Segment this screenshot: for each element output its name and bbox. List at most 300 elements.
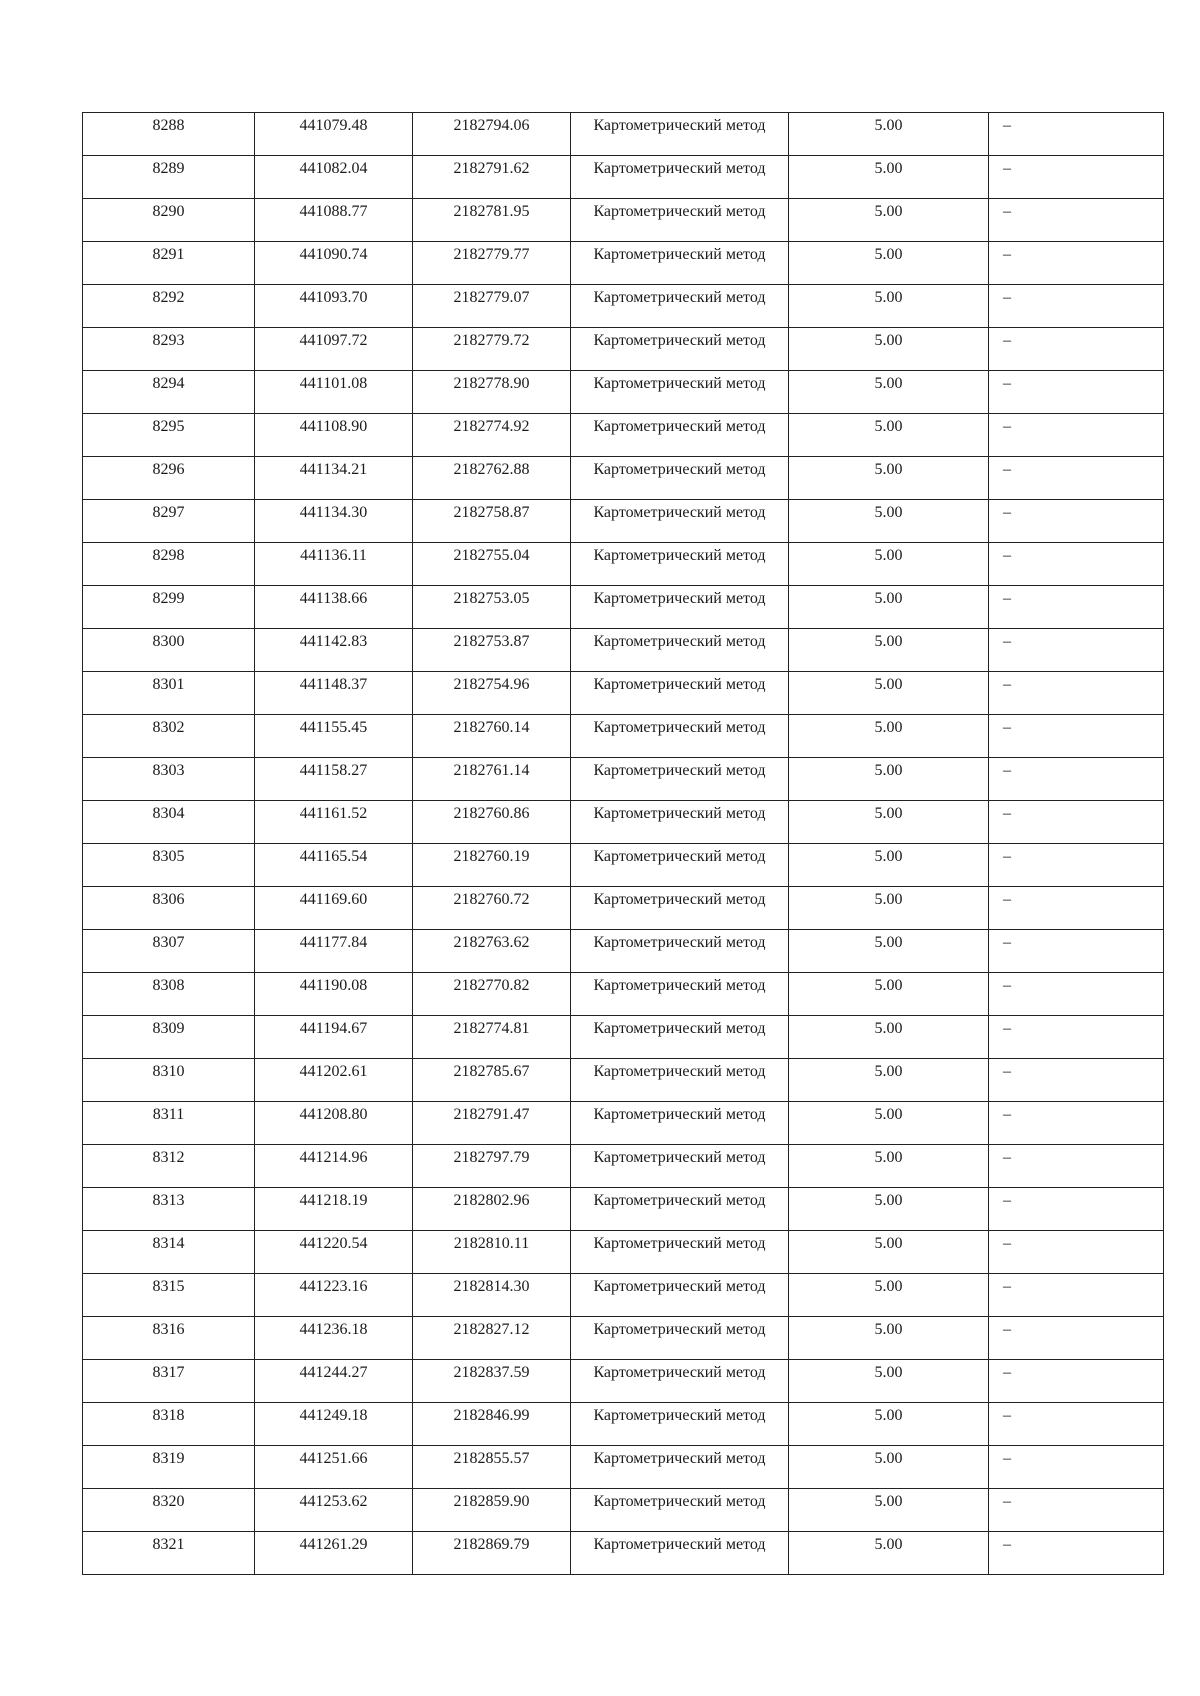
- note-cell: [989, 629, 1164, 672]
- x-coordinate-cell-text: 441249.18: [299, 1407, 368, 1424]
- point-number-cell: [83, 371, 255, 414]
- point-number-cell-text: 8297: [152, 504, 185, 521]
- accuracy-cell-text: 5.00: [874, 1235, 903, 1252]
- point-number-cell: [83, 1403, 255, 1446]
- x-coordinate-cell-text: 441165.54: [299, 848, 368, 865]
- x-coordinate-cell: [255, 199, 413, 242]
- x-coordinate-cell-text: 441220.54: [299, 1235, 368, 1252]
- table-row: [83, 801, 1164, 844]
- method-cell: [571, 1145, 789, 1188]
- note-cell: [989, 1102, 1164, 1145]
- point-number-cell: [83, 801, 255, 844]
- accuracy-cell-text: 5.00: [874, 1450, 903, 1467]
- table-row: [83, 629, 1164, 672]
- table-row: [83, 1188, 1164, 1231]
- point-number-cell-text: 8308: [152, 977, 185, 994]
- y-coordinate-cell-text: 2182778.90: [453, 375, 530, 392]
- accuracy-cell-text: 5.00: [874, 1020, 903, 1037]
- y-coordinate-cell-text: 2182774.92: [453, 418, 530, 435]
- note-cell-text: –: [1003, 289, 1011, 306]
- note-cell: [989, 328, 1164, 371]
- table-row: [83, 199, 1164, 242]
- point-number-cell-text: 8293: [152, 332, 185, 349]
- method-cell-text: Картометрический метод: [593, 1106, 766, 1123]
- note-cell-text: –: [1003, 1278, 1011, 1295]
- table-row: [83, 1446, 1164, 1489]
- point-number-cell-text: 8314: [152, 1235, 185, 1252]
- y-coordinate-cell-text: 2182779.72: [453, 332, 530, 349]
- point-number-cell: [83, 1360, 255, 1403]
- method-cell-text: Картометрический метод: [593, 805, 766, 822]
- point-number-cell-text: 8289: [152, 160, 185, 177]
- y-coordinate-cell: [413, 1059, 571, 1102]
- accuracy-cell: [789, 328, 989, 371]
- table-row: [83, 1403, 1164, 1446]
- accuracy-cell-text: 5.00: [874, 547, 903, 564]
- note-cell: [989, 758, 1164, 801]
- y-coordinate-cell: [413, 1102, 571, 1145]
- point-number-cell: [83, 1274, 255, 1317]
- method-cell: [571, 973, 789, 1016]
- accuracy-cell: [789, 1102, 989, 1145]
- point-number-cell-text: 8302: [152, 719, 185, 736]
- point-number-cell: [83, 1532, 255, 1575]
- note-cell-text: –: [1003, 1407, 1011, 1424]
- note-cell-text: –: [1003, 547, 1011, 564]
- point-number-cell-text: 8301: [152, 676, 185, 693]
- accuracy-cell: [789, 1274, 989, 1317]
- note-cell-text: –: [1003, 762, 1011, 779]
- x-coordinate-cell-text: 441090.74: [299, 246, 368, 263]
- method-cell: [571, 629, 789, 672]
- y-coordinate-cell: [413, 199, 571, 242]
- note-cell-text: –: [1003, 418, 1011, 435]
- note-cell-text: –: [1003, 203, 1011, 220]
- y-coordinate-cell: [413, 1231, 571, 1274]
- point-number-cell-text: 8313: [152, 1192, 185, 1209]
- y-coordinate-cell-text: 2182761.14: [453, 762, 530, 779]
- method-cell-text: Картометрический метод: [593, 719, 766, 736]
- x-coordinate-cell: [255, 672, 413, 715]
- table-row: [83, 1532, 1164, 1575]
- method-cell: [571, 930, 789, 973]
- accuracy-cell-text: 5.00: [874, 676, 903, 693]
- accuracy-cell: [789, 1317, 989, 1360]
- method-cell: [571, 242, 789, 285]
- x-coordinate-cell-text: 441101.08: [299, 375, 368, 392]
- y-coordinate-cell-text: 2182802.96: [453, 1192, 530, 1209]
- x-coordinate-cell-text: 441097.72: [299, 332, 368, 349]
- y-coordinate-cell: [413, 629, 571, 672]
- y-coordinate-cell-text: 2182785.67: [453, 1063, 530, 1080]
- accuracy-cell-text: 5.00: [874, 719, 903, 736]
- note-cell: [989, 113, 1164, 156]
- method-cell: [571, 715, 789, 758]
- point-number-cell: [83, 1102, 255, 1145]
- note-cell-text: –: [1003, 633, 1011, 650]
- method-cell: [571, 328, 789, 371]
- accuracy-cell: [789, 371, 989, 414]
- point-number-cell: [83, 1231, 255, 1274]
- y-coordinate-cell: [413, 1188, 571, 1231]
- method-cell: [571, 1317, 789, 1360]
- table-row: [83, 414, 1164, 457]
- x-coordinate-cell-text: 441194.67: [299, 1020, 368, 1037]
- accuracy-cell-text: 5.00: [874, 246, 903, 263]
- x-coordinate-cell-text: 441244.27: [299, 1364, 368, 1381]
- x-coordinate-cell: [255, 1016, 413, 1059]
- point-number-cell-text: 8298: [152, 547, 185, 564]
- method-cell: [571, 801, 789, 844]
- y-coordinate-cell-text: 2182855.57: [453, 1450, 530, 1467]
- method-cell: [571, 1274, 789, 1317]
- x-coordinate-cell: [255, 1102, 413, 1145]
- point-number-cell-text: 8310: [152, 1063, 185, 1080]
- accuracy-cell-text: 5.00: [874, 1493, 903, 1510]
- accuracy-cell: [789, 586, 989, 629]
- y-coordinate-cell: [413, 1446, 571, 1489]
- point-number-cell: [83, 844, 255, 887]
- method-cell-text: Картометрический метод: [593, 289, 766, 306]
- accuracy-cell-text: 5.00: [874, 977, 903, 994]
- point-number-cell: [83, 1489, 255, 1532]
- y-coordinate-cell-text: 2182755.04: [453, 547, 530, 564]
- accuracy-cell-text: 5.00: [874, 332, 903, 349]
- note-cell: [989, 1317, 1164, 1360]
- accuracy-cell: [789, 672, 989, 715]
- accuracy-cell: [789, 242, 989, 285]
- point-number-cell: [83, 199, 255, 242]
- table-row: [83, 930, 1164, 973]
- accuracy-cell-text: 5.00: [874, 934, 903, 951]
- method-cell-text: Картометрический метод: [593, 1149, 766, 1166]
- point-number-cell-text: 8318: [152, 1407, 185, 1424]
- note-cell-text: –: [1003, 1536, 1011, 1553]
- y-coordinate-cell: [413, 1145, 571, 1188]
- note-cell-text: –: [1003, 461, 1011, 478]
- note-cell: [989, 1446, 1164, 1489]
- y-coordinate-cell: [413, 1403, 571, 1446]
- x-coordinate-cell-text: 441208.80: [299, 1106, 368, 1123]
- x-coordinate-cell: [255, 1317, 413, 1360]
- accuracy-cell-text: 5.00: [874, 891, 903, 908]
- table-row: [83, 371, 1164, 414]
- note-cell-text: –: [1003, 1192, 1011, 1209]
- y-coordinate-cell-text: 2182763.62: [453, 934, 530, 951]
- y-coordinate-cell: [413, 1274, 571, 1317]
- point-number-cell-text: 8320: [152, 1493, 185, 1510]
- method-cell-text: Картометрический метод: [593, 1450, 766, 1467]
- table-row: [83, 758, 1164, 801]
- x-coordinate-cell-text: 441093.70: [299, 289, 368, 306]
- point-number-cell: [83, 715, 255, 758]
- note-cell: [989, 414, 1164, 457]
- accuracy-cell: [789, 500, 989, 543]
- method-cell: [571, 371, 789, 414]
- note-cell: [989, 844, 1164, 887]
- table-row: [83, 543, 1164, 586]
- method-cell-text: Картометрический метод: [593, 117, 766, 134]
- x-coordinate-cell-text: 441155.45: [299, 719, 368, 736]
- accuracy-cell: [789, 1016, 989, 1059]
- table-row: [83, 500, 1164, 543]
- point-number-cell-text: 8312: [152, 1149, 185, 1166]
- note-cell-text: –: [1003, 246, 1011, 263]
- y-coordinate-cell: [413, 844, 571, 887]
- method-cell: [571, 1489, 789, 1532]
- method-cell: [571, 1360, 789, 1403]
- method-cell-text: Картометрический метод: [593, 1235, 766, 1252]
- note-cell: [989, 930, 1164, 973]
- table-row: [83, 1274, 1164, 1317]
- y-coordinate-cell: [413, 242, 571, 285]
- method-cell-text: Картометрический метод: [593, 1321, 766, 1338]
- method-cell-text: Картометрический метод: [593, 1063, 766, 1080]
- accuracy-cell-text: 5.00: [874, 590, 903, 607]
- x-coordinate-cell-text: 441161.52: [299, 805, 368, 822]
- point-number-cell-text: 8296: [152, 461, 185, 478]
- y-coordinate-cell-text: 2182791.47: [453, 1106, 530, 1123]
- x-coordinate-cell-text: 441190.08: [299, 977, 368, 994]
- method-cell-text: Картометрический метод: [593, 676, 766, 693]
- point-number-cell: [83, 156, 255, 199]
- note-cell-text: –: [1003, 805, 1011, 822]
- method-cell-text: Картометрический метод: [593, 504, 766, 521]
- x-coordinate-cell: [255, 1188, 413, 1231]
- accuracy-cell: [789, 844, 989, 887]
- x-coordinate-cell: [255, 1489, 413, 1532]
- note-cell-text: –: [1003, 934, 1011, 951]
- point-number-cell-text: 8306: [152, 891, 185, 908]
- y-coordinate-cell: [413, 887, 571, 930]
- method-cell: [571, 1102, 789, 1145]
- note-cell: [989, 1059, 1164, 1102]
- y-coordinate-cell: [413, 758, 571, 801]
- table-row: [83, 1360, 1164, 1403]
- point-number-cell-text: 8305: [152, 848, 185, 865]
- x-coordinate-cell-text: 441169.60: [299, 891, 368, 908]
- x-coordinate-cell-text: 441088.77: [299, 203, 368, 220]
- y-coordinate-cell: [413, 371, 571, 414]
- y-coordinate-cell: [413, 801, 571, 844]
- point-number-cell-text: 8295: [152, 418, 185, 435]
- y-coordinate-cell: [413, 1489, 571, 1532]
- point-number-cell: [83, 414, 255, 457]
- y-coordinate-cell-text: 2182760.86: [453, 805, 530, 822]
- accuracy-cell-text: 5.00: [874, 848, 903, 865]
- note-cell-text: –: [1003, 1149, 1011, 1166]
- x-coordinate-cell: [255, 113, 413, 156]
- method-cell: [571, 543, 789, 586]
- point-number-cell-text: 8315: [152, 1278, 185, 1295]
- point-number-cell: [83, 1059, 255, 1102]
- x-coordinate-cell: [255, 457, 413, 500]
- y-coordinate-cell-text: 2182827.12: [453, 1321, 530, 1338]
- table-row: [83, 844, 1164, 887]
- note-cell-text: –: [1003, 332, 1011, 349]
- note-cell: [989, 887, 1164, 930]
- x-coordinate-cell-text: 441202.61: [299, 1063, 368, 1080]
- table-row: [83, 586, 1164, 629]
- note-cell: [989, 199, 1164, 242]
- y-coordinate-cell: [413, 285, 571, 328]
- x-coordinate-cell-text: 441108.90: [299, 418, 368, 435]
- point-number-cell: [83, 500, 255, 543]
- point-number-cell: [83, 328, 255, 371]
- accuracy-cell-text: 5.00: [874, 1278, 903, 1295]
- note-cell: [989, 285, 1164, 328]
- x-coordinate-cell: [255, 973, 413, 1016]
- accuracy-cell: [789, 156, 989, 199]
- note-cell-text: –: [1003, 375, 1011, 392]
- x-coordinate-cell: [255, 1403, 413, 1446]
- x-coordinate-cell: [255, 1274, 413, 1317]
- note-cell-text: –: [1003, 1364, 1011, 1381]
- note-cell: [989, 500, 1164, 543]
- x-coordinate-cell-text: 441142.83: [299, 633, 368, 650]
- method-cell-text: Картометрический метод: [593, 590, 766, 607]
- x-coordinate-cell: [255, 844, 413, 887]
- point-number-cell-text: 8288: [152, 117, 185, 134]
- note-cell: [989, 457, 1164, 500]
- point-number-cell-text: 8300: [152, 633, 185, 650]
- x-coordinate-cell: [255, 500, 413, 543]
- method-cell: [571, 199, 789, 242]
- point-number-cell: [83, 1446, 255, 1489]
- y-coordinate-cell-text: 2182791.62: [453, 160, 530, 177]
- point-number-cell-text: 8303: [152, 762, 185, 779]
- accuracy-cell: [789, 801, 989, 844]
- y-coordinate-cell-text: 2182869.79: [453, 1536, 530, 1553]
- y-coordinate-cell: [413, 1016, 571, 1059]
- accuracy-cell: [789, 887, 989, 930]
- x-coordinate-cell-text: 441218.19: [299, 1192, 368, 1209]
- method-cell-text: Картометрический метод: [593, 1278, 766, 1295]
- note-cell: [989, 715, 1164, 758]
- x-coordinate-cell: [255, 1532, 413, 1575]
- y-coordinate-cell-text: 2182760.19: [453, 848, 530, 865]
- accuracy-cell: [789, 930, 989, 973]
- method-cell: [571, 844, 789, 887]
- y-coordinate-cell: [413, 543, 571, 586]
- method-cell-text: Картометрический метод: [593, 633, 766, 650]
- method-cell: [571, 156, 789, 199]
- y-coordinate-cell: [413, 156, 571, 199]
- x-coordinate-cell: [255, 801, 413, 844]
- note-cell-text: –: [1003, 504, 1011, 521]
- method-cell: [571, 1403, 789, 1446]
- method-cell: [571, 1188, 789, 1231]
- method-cell-text: Картометрический метод: [593, 332, 766, 349]
- method-cell: [571, 586, 789, 629]
- accuracy-cell: [789, 1188, 989, 1231]
- method-cell: [571, 1059, 789, 1102]
- point-number-cell-text: 8294: [152, 375, 185, 392]
- method-cell-text: Картометрический метод: [593, 891, 766, 908]
- x-coordinate-cell: [255, 887, 413, 930]
- accuracy-cell-text: 5.00: [874, 633, 903, 650]
- note-cell-text: –: [1003, 1235, 1011, 1252]
- point-number-cell-text: 8316: [152, 1321, 185, 1338]
- x-coordinate-cell: [255, 758, 413, 801]
- method-cell: [571, 1532, 789, 1575]
- note-cell: [989, 1231, 1164, 1274]
- point-number-cell-text: 8291: [152, 246, 185, 263]
- note-cell-text: –: [1003, 848, 1011, 865]
- y-coordinate-cell-text: 2182774.81: [453, 1020, 530, 1037]
- table-row: [83, 1489, 1164, 1532]
- accuracy-cell-text: 5.00: [874, 117, 903, 134]
- y-coordinate-cell: [413, 715, 571, 758]
- coordinates-table: [82, 112, 1164, 1575]
- note-cell: [989, 1274, 1164, 1317]
- x-coordinate-cell-text: 441079.48: [299, 117, 368, 134]
- y-coordinate-cell-text: 2182762.88: [453, 461, 530, 478]
- note-cell: [989, 1403, 1164, 1446]
- y-coordinate-cell-text: 2182753.87: [453, 633, 530, 650]
- note-cell: [989, 1145, 1164, 1188]
- note-cell-text: –: [1003, 977, 1011, 994]
- note-cell-text: –: [1003, 891, 1011, 908]
- accuracy-cell: [789, 457, 989, 500]
- point-number-cell: [83, 973, 255, 1016]
- y-coordinate-cell-text: 2182758.87: [453, 504, 530, 521]
- point-number-cell: [83, 1145, 255, 1188]
- y-coordinate-cell-text: 2182779.07: [453, 289, 530, 306]
- accuracy-cell: [789, 715, 989, 758]
- method-cell-text: Картометрический метод: [593, 1364, 766, 1381]
- method-cell-text: Картометрический метод: [593, 246, 766, 263]
- point-number-cell: [83, 1016, 255, 1059]
- method-cell-text: Картометрический метод: [593, 375, 766, 392]
- accuracy-cell: [789, 1059, 989, 1102]
- method-cell-text: Картометрический метод: [593, 1020, 766, 1037]
- y-coordinate-cell: [413, 930, 571, 973]
- accuracy-cell: [789, 758, 989, 801]
- point-number-cell-text: 8309: [152, 1020, 185, 1037]
- method-cell-text: Картометрический метод: [593, 1493, 766, 1510]
- y-coordinate-cell-text: 2182814.30: [453, 1278, 530, 1295]
- note-cell: [989, 242, 1164, 285]
- note-cell-text: –: [1003, 1321, 1011, 1338]
- point-number-cell: [83, 758, 255, 801]
- point-number-cell: [83, 586, 255, 629]
- method-cell-text: Картометрический метод: [593, 418, 766, 435]
- accuracy-cell-text: 5.00: [874, 461, 903, 478]
- point-number-cell: [83, 672, 255, 715]
- y-coordinate-cell-text: 2182760.14: [453, 719, 530, 736]
- table-row: [83, 715, 1164, 758]
- point-number-cell: [83, 1188, 255, 1231]
- method-cell: [571, 1446, 789, 1489]
- y-coordinate-cell: [413, 586, 571, 629]
- method-cell: [571, 1231, 789, 1274]
- table-row: [83, 1059, 1164, 1102]
- accuracy-cell: [789, 973, 989, 1016]
- note-cell-text: –: [1003, 719, 1011, 736]
- note-cell-text: –: [1003, 1063, 1011, 1080]
- y-coordinate-cell-text: 2182810.11: [453, 1235, 530, 1252]
- method-cell: [571, 285, 789, 328]
- x-coordinate-cell-text: 441082.04: [299, 160, 368, 177]
- note-cell: [989, 543, 1164, 586]
- accuracy-cell-text: 5.00: [874, 1536, 903, 1553]
- point-number-cell-text: 8321: [152, 1536, 185, 1553]
- point-number-cell-text: 8304: [152, 805, 185, 822]
- y-coordinate-cell: [413, 1532, 571, 1575]
- y-coordinate-cell: [413, 973, 571, 1016]
- accuracy-cell-text: 5.00: [874, 1407, 903, 1424]
